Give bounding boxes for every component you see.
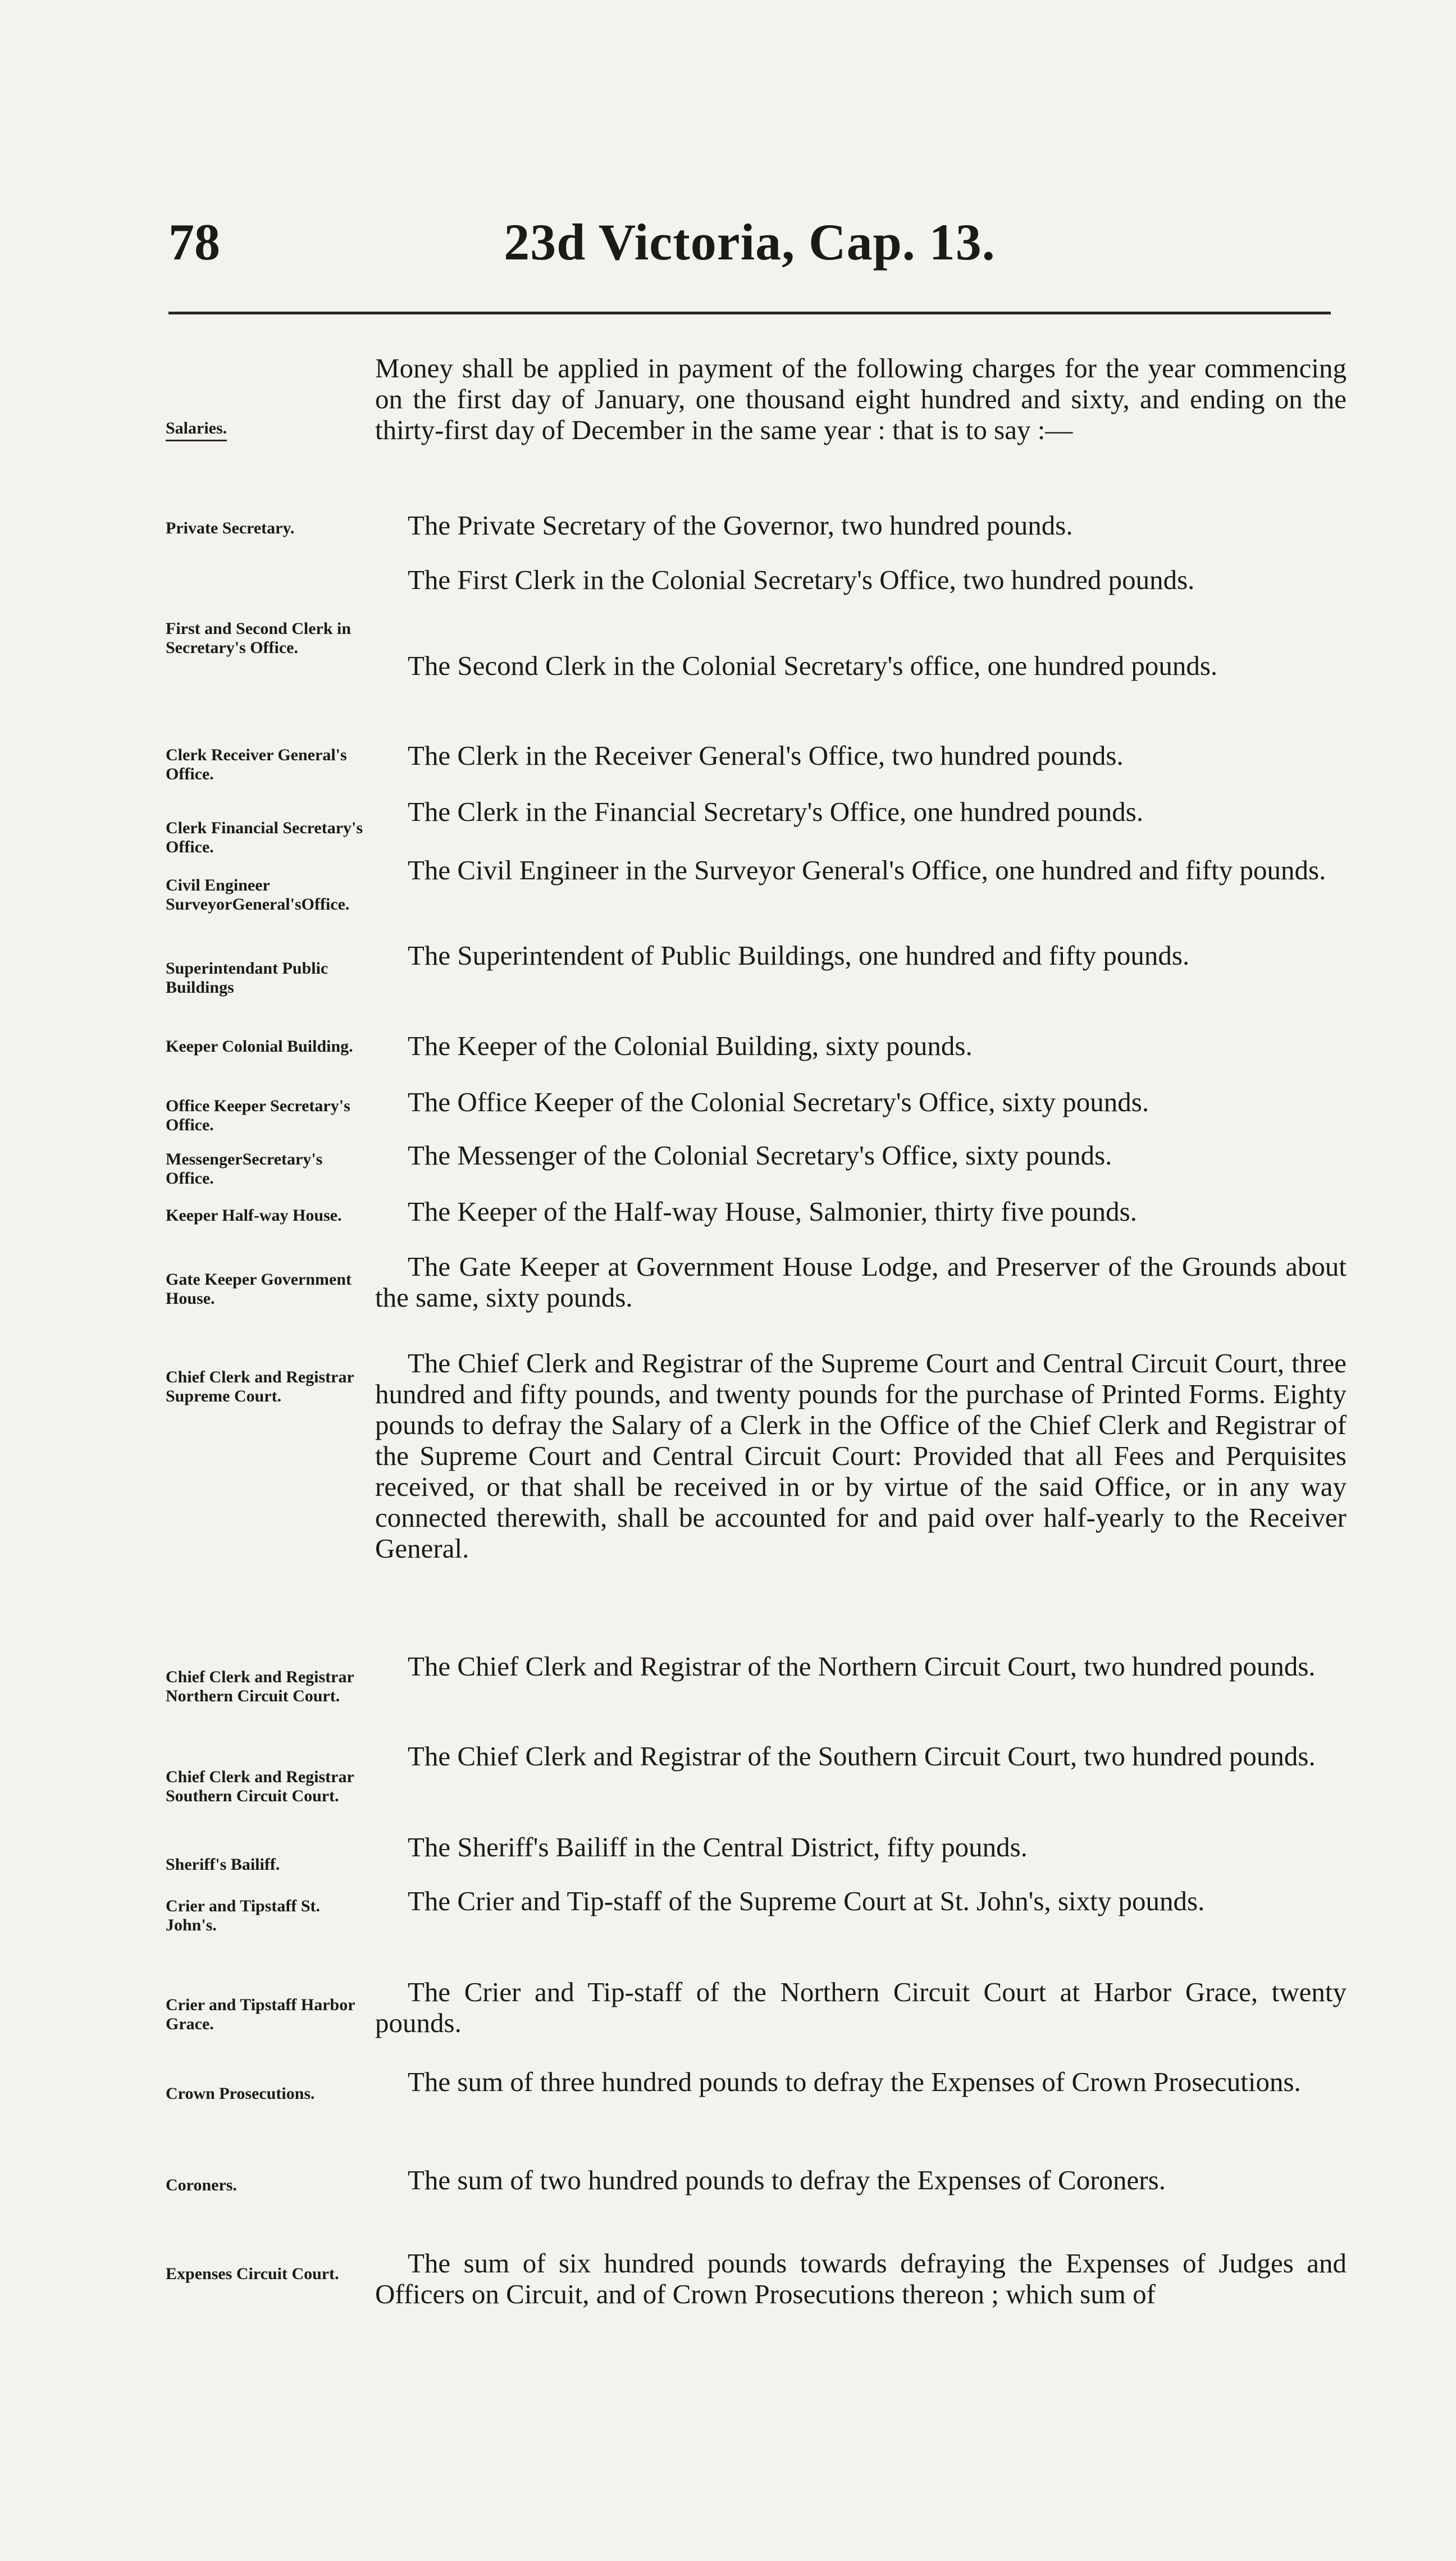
paragraph: The sum of three hundred pounds to defray the Expenses of Crown Prosecutions. <box>408 2066 1301 2097</box>
paragraph: The Civil Engineer in the Surveyor General's Office, one hundred and fifty pounds. <box>408 855 1326 885</box>
margin-note: Civil Engineer SurveyorGeneral'sOffice. <box>166 876 350 914</box>
margin-note: Keeper Colonial Building. <box>166 1037 353 1056</box>
paragraph: The Private Secretary of the Governor, two hundred pounds. <box>408 510 1073 541</box>
paragraph: The Second Clerk in the Colonial Secretary's office, one hundred pounds. <box>408 650 1218 681</box>
margin-note: Salaries. <box>166 419 368 438</box>
margin-note: Chief Clerk and Registrar Northern Circuit Court. <box>166 1668 354 1705</box>
margin-note: Chief Clerk and Registrar Supreme Court. <box>166 1368 354 1405</box>
paragraph: The Crier and Tip-staff of the Supreme Court at St. John's, sixty pounds. <box>408 1886 1205 1916</box>
margin-note: Expenses Circuit Court. <box>166 2265 339 2283</box>
paragraph: The Keeper of the Colonial Building, sixty pounds. <box>408 1030 973 1061</box>
margin-note: Crier and Tipstaff St. John's. <box>166 1897 321 1934</box>
paragraph: The Gate Keeper at Government House Lodge, and Preserver of the Grounds about the same, sixty pounds. <box>375 1251 1347 1313</box>
paragraph: The Chief Clerk and Registrar of the Supreme Court and Central Circuit Court, three hundred and fifty pounds, and twenty pounds for the purchase of Printed Forms. Eighty pounds to defray the Salary of a Clerk in the Office of the Chief Clerk and Registrar of the Supreme Court and Central Circuit Court: Provided that all Fees and Perquisites received, or that shall be received in or by virtue of the said Office, or in any way connected therewith, shall be accounted for and paid over half-yearly to the Receiver General. <box>375 1348 1347 1564</box>
paragraph: The Messenger of the Colonial Secretary's Office, sixty pounds. <box>408 1140 1112 1171</box>
running-title: 23d Victoria, Cap. 13. <box>504 213 996 271</box>
margin-note: MessengerSecretary's Office. <box>166 1150 323 1188</box>
paragraph: The Office Keeper of the Colonial Secretary's Office, sixty pounds. <box>408 1087 1149 1117</box>
paragraph: The Superintendent of Public Buildings, one hundred and fifty pounds. <box>408 940 1190 971</box>
paragraph: The Sheriff's Bailiff in the Central District, fifty pounds. <box>408 1832 1028 1862</box>
page-header <box>168 213 1331 300</box>
margin-note: Keeper Half-way House. <box>166 1206 342 1225</box>
margin-note: Clerk Financial Secretary's Office. <box>166 819 363 856</box>
margin-note: Crown Prosecutions. <box>166 2084 315 2103</box>
paragraph: The Clerk in the Receiver General's Office, two hundred pounds. <box>408 740 1124 771</box>
margin-note: Sheriff's Bailiff. <box>166 1855 280 1874</box>
margin-note: First and Second Clerk in Secretary's Office. <box>166 619 352 657</box>
paragraph: The Crier and Tip-staff of the Northern Circuit Court at Harbor Grace, twenty pounds. <box>375 1976 1347 2038</box>
margin-note: Superintendant Public Buildings <box>166 959 328 997</box>
paragraph: The Chief Clerk and Registrar of the Southern Circuit Court, two hundred pounds. <box>408 1741 1316 1772</box>
paragraph: The sum of six hundred pounds towards defraying the Expenses of Judges and Officers on Circuit, and of Crown Prosecutions thereon ; which sum of <box>375 2248 1347 2309</box>
margin-note: Coroners. <box>166 2176 237 2194</box>
header-rule <box>168 312 1331 314</box>
paragraph: The Keeper of the Half-way House, Salmonier, thirty five pounds. <box>408 1196 1137 1227</box>
paragraph: The Clerk in the Financial Secretary's Office, one hundred pounds. <box>408 796 1144 827</box>
margin-note: Crier and Tipstaff Harbor Grace. <box>166 1996 355 2033</box>
paragraph: Money shall be applied in payment of the following charges for the year commencing on the first day of January, one thousand eight hundred and sixty, and ending on the thirty-first day of December in the same year : that is to say :— <box>375 353 1347 445</box>
margin-note: Gate Keeper Government House. <box>166 1270 352 1308</box>
paragraph: The Chief Clerk and Registrar of the Northern Circuit Court, two hundred pounds. <box>408 1651 1316 1682</box>
margin-note: Chief Clerk and Registrar Southern Circuit Court. <box>166 1768 354 1805</box>
page-number: 78 <box>168 213 220 271</box>
margin-note: Clerk Receiver General's Office. <box>166 746 347 783</box>
margin-note: Private Secretary. <box>166 519 295 537</box>
margin-note: Office Keeper Secretary's Office. <box>166 1097 350 1134</box>
paragraph: The sum of two hundred pounds to defray the Expenses of Coroners. <box>408 2165 1166 2195</box>
paragraph: The First Clerk in the Colonial Secretary's Office, two hundred pounds. <box>408 564 1195 595</box>
